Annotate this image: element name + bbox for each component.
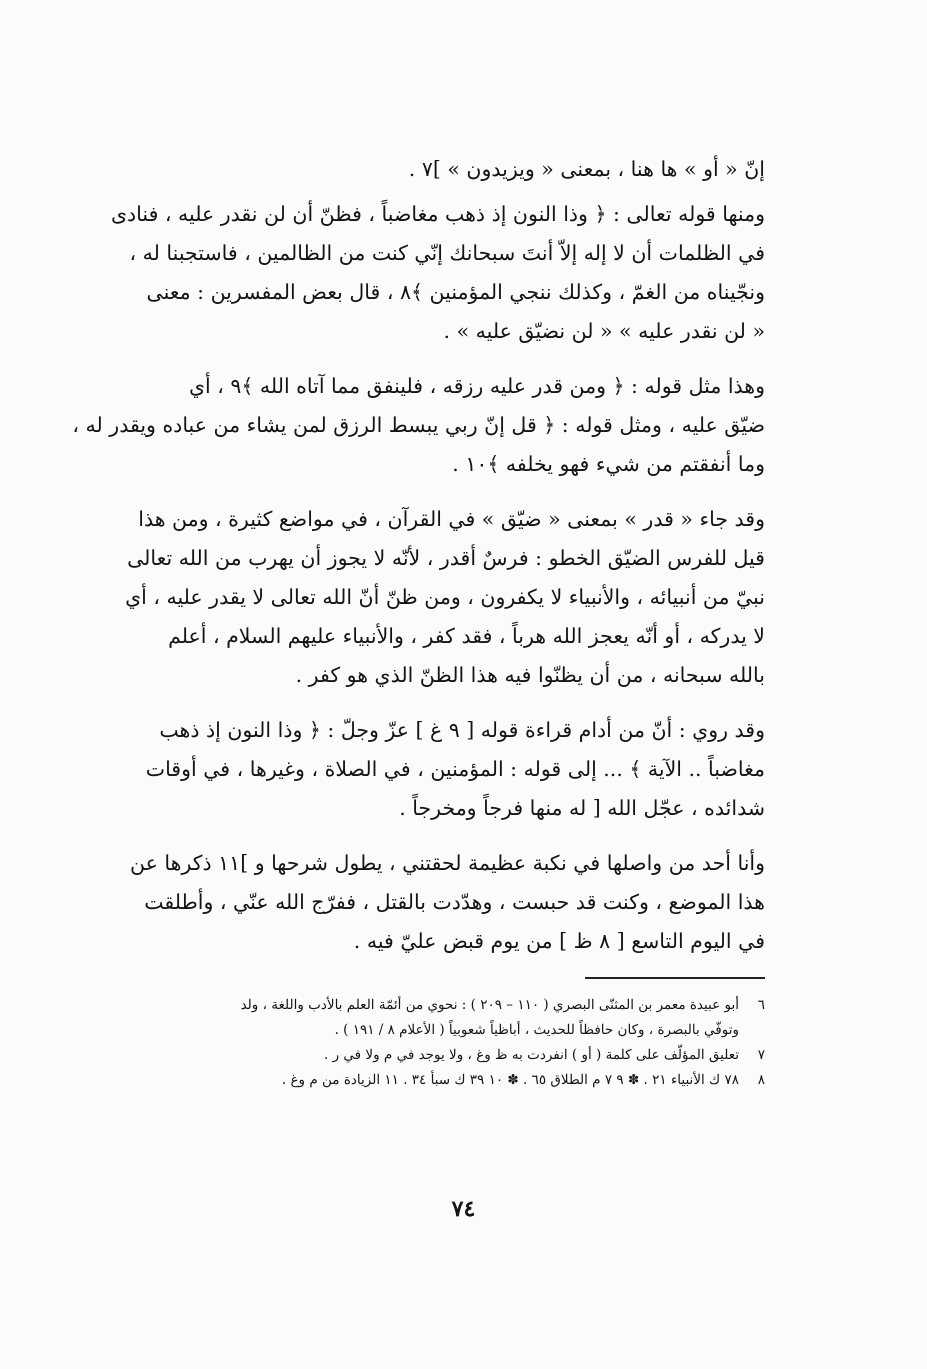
footnote-divider xyxy=(585,977,765,979)
text-line: في اليوم التاسع [ ٨ ظ ] من يوم قبض عليّ فيه . xyxy=(353,929,765,953)
text-line: ضيّق عليه ، ومثل قوله : ﴿ قل إنّ ربي يبسط الرزق لمن يشاء من عباده ويقدر له ، xyxy=(72,413,765,437)
text-line: وما أنفقتم من شيء فهو يخلفه ﴾١٠ . xyxy=(452,452,765,476)
text-line: نبيّ من أنبيائه ، والأنبياء لا يكفرون ، ومن ظنّ أنّ الله تعالى لا يقدر عليه ، أي xyxy=(125,585,765,609)
text-line: وهذا مثل قوله : ﴿ ومن قدر عليه رزقه ، فلينفق مما آتاه الله ﴾٩ ، أي xyxy=(188,374,765,398)
text-line: قيل للفرس الضيّق الخطو : فرسٌ أقدر ، لأنّه لا يجوز أن يهرب من الله تعالى xyxy=(127,546,765,570)
text-line: ونجّيناه من الغمّ ، وكذلك ننجي المؤمنين ﴾٨ ، قال بعض المفسرين : معنى xyxy=(146,280,765,304)
text-line: بالله سبحانه ، من أن يظنّوا فيه هذا الظنّ الذي هو كفر . xyxy=(295,663,765,687)
text-line: مغاضباً .. الآية ﴾ ... إلى قوله : المؤمنين ، في الصلاة ، وغيرها ، في أوقات xyxy=(145,757,765,781)
footnote-number: ٨ xyxy=(757,1071,765,1088)
footnote-7 xyxy=(100,1043,765,1068)
text-line: وقد جاء « قدر » بمعنى « ضيّق » في القرآن ، في مواضع كثيرة ، ومن هذا xyxy=(138,507,765,531)
text-line: إنّ « أو » ها هنا ، بمعنى « ويزيدون » ]٧ . xyxy=(408,157,765,181)
footnote-number: ٧ xyxy=(757,1046,765,1063)
footnote-8 xyxy=(100,1068,765,1093)
footnote-text: أبو عبيدة معمر بن المثنّى البصري ( ١١٠ – ٢٠٩ ) : نحوي من أئمّة العلم بالأدب واللغة ، ولد xyxy=(240,996,739,1013)
page-body xyxy=(72,150,765,1280)
paragraph-5 xyxy=(100,711,765,828)
footnote-text: وتوفّي بالبصرة ، وكان حافظاً للحديث ، أباظياً شعوبياً ( الأعلام ٨ / ١٩١ ) . xyxy=(334,1021,739,1038)
footnote-text: تعليق المؤلّف على كلمة ( أو ) انفردت به ظ وغ ، ولا يوجد في م ولا في ر . xyxy=(324,1046,739,1063)
footnote-text: ٧٨ ك الأنبياء ٢١ . ✽ ٩ ٧ م الطلاق ٦٥ . ✽ ١٠ ٣٩ ك سبأ ٣٤ . ١١ الزيادة من م وغ . xyxy=(281,1071,739,1088)
paragraph-6 xyxy=(100,844,765,961)
text-line: وقد روي : أنّ من أدام قراءة قوله [ ٩ غ ] عزّ وجلّ : ﴿ وذا النون إذ ذهب xyxy=(159,718,765,742)
text-line: لا يدركه ، أو أنّه يعجز الله هرباً ، فقد كفر ، والأنبياء عليهم السلام ، أعلم xyxy=(168,624,765,648)
text-line: « لن نقدر عليه » « لن نضيّق عليه » . xyxy=(443,319,765,343)
text-line: وأنا أحد من واصلها في نكبة عظيمة لحقتني ، يطول شرحها و ]١١ ذكرها عن xyxy=(130,851,765,875)
text-line: شدائده ، عجّل الله [ له منها فرجاً ومخرجاً . xyxy=(399,796,765,820)
footnotes xyxy=(100,993,765,1093)
footnote-6 xyxy=(100,993,765,1043)
text-line: هذا الموضع ، وكنت قد حبست ، وهدّدت بالقتل ، ففرّج الله عنّي ، وأطلقت xyxy=(144,890,765,914)
paragraph-4 xyxy=(100,500,765,695)
text-line: ومنها قوله تعالى : ﴿ وذا النون إذ ذهب مغاضباً ، فظنّ أن لن نقدر عليه ، فنادى xyxy=(111,202,765,226)
paragraph-3 xyxy=(72,367,765,484)
page-number: ٧٤ xyxy=(451,1196,476,1222)
text-line: في الظلمات أن لا إله إلاّ أنتَ سبحانك إنّي كنت من الظالمين ، فاستجبنا له ، xyxy=(129,241,765,265)
footnote-number: ٦ xyxy=(757,996,765,1013)
paragraph-1 xyxy=(100,150,765,189)
paragraph-2 xyxy=(100,195,765,351)
